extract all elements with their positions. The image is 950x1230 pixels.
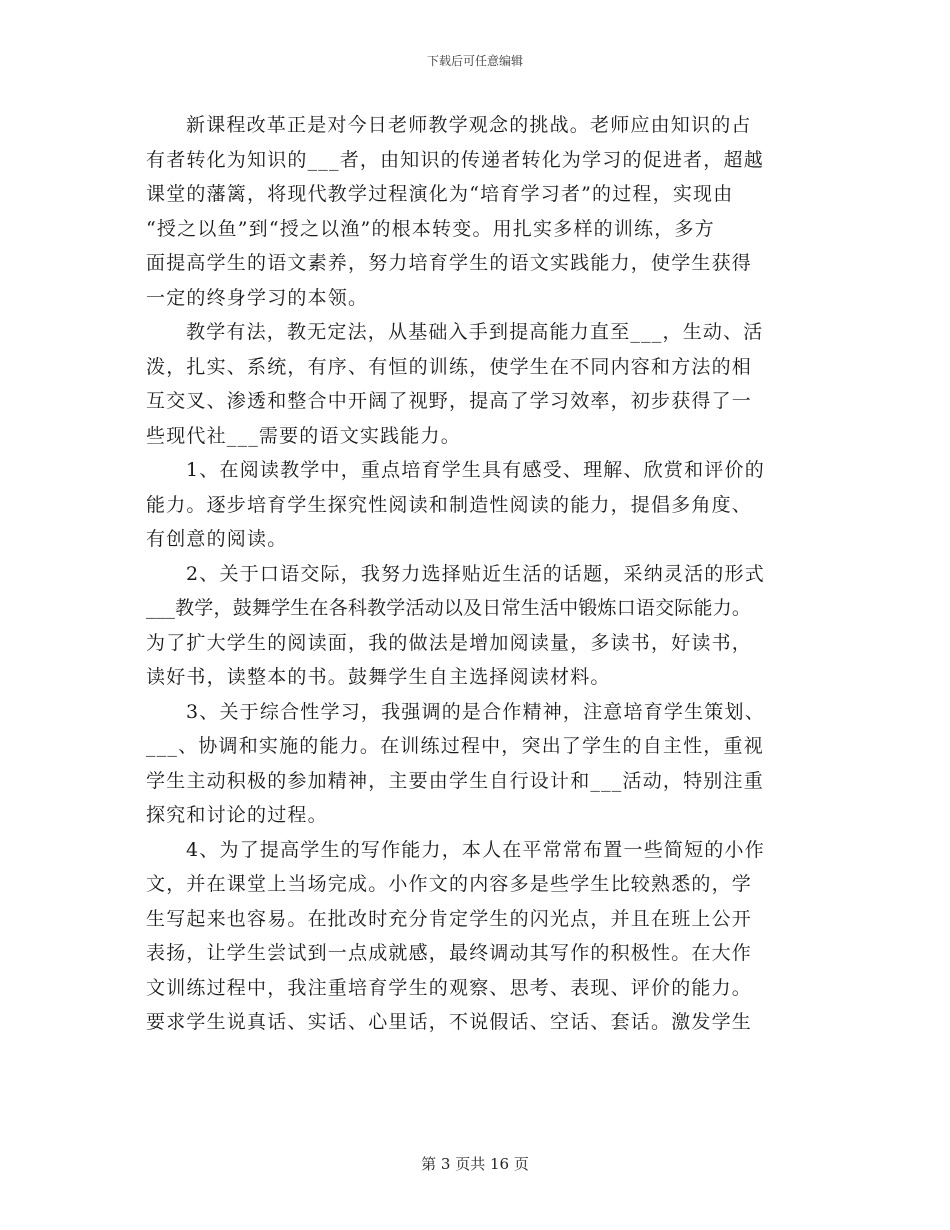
text-line: “授之以鱼”到“授之以渔”的根本转变。用扎实多样的训练，多方	[146, 217, 715, 240]
text-line: ___教学，鼓舞学生在各科教学活动以及日常生活中锻炼口语交际能力。	[146, 597, 752, 619]
text-line: 2、关于口语交际，我努力选择贴近生活的话题，采纳灵活的形式	[186, 562, 765, 585]
text-line: 互交叉、渗透和整合中开阔了视野，提高了学习效率，初步获得了一	[146, 390, 753, 412]
text-line: 新课程改革正是对今日老师教学观念的挑战。老师应由知识的占	[186, 114, 752, 136]
text-line: 学生主动积极的参加精神，主要由学生自行设计和___活动，特别注重	[146, 769, 764, 792]
text-line: 能力。逐步培育学生探究性阅读和制造性阅读的能力，提倡多角度、	[146, 493, 753, 516]
text-line: 教学有法，教无定法，从基础入手到提高能力直至___，生动、活	[186, 321, 764, 343]
text-line: ___、协调和实施的能力。在训练过程中，突出了学生的自主性，重视	[146, 735, 764, 757]
page-header: 下载后可任意编辑	[426, 54, 523, 68]
text-line: 有创意的阅读。	[146, 528, 288, 550]
text-line: 文训练过程中，我注重培育学生的观察、思考、表现、评价的能力。	[146, 976, 753, 999]
text-line: 课堂的藩篱，将现代教学过程演化为“培育学习者”的过程，实现由	[146, 183, 734, 205]
text-line: 探究和讨论的过程。	[146, 804, 328, 826]
text-line: 些现代社___需要的语文实践能力。	[146, 424, 461, 447]
text-line: 一定的终身学习的本领。	[146, 286, 369, 309]
text-line: 要求学生说真话、实话、心里话，不说假话、空话、套话。激发学生	[146, 1011, 753, 1033]
text-line: 1、在阅读教学中，重点培育学生具有感受、理解、欣赏和评价的	[186, 459, 765, 481]
text-line: 生写起来也容易。在批改时充分肯定学生的闪光点，并且在班上公开	[146, 907, 753, 930]
text-line: 面提高学生的语文素养，努力培育学生的语文实践能力，使学生获得	[146, 252, 753, 274]
page-number-footer: 第 3 页共 16 页	[421, 1155, 529, 1173]
text-line: 读好书，读整本的书。鼓舞学生自主选择阅读材料。	[146, 666, 611, 688]
text-line: 泼，扎实、系统，有序、有恒的训练，使学生在不同内容和方法的相	[146, 355, 753, 378]
document-body	[146, 108, 826, 1040]
text-line: 4、为了提高学生的写作能力，本人在平常常布置一些简短的小作	[186, 838, 765, 861]
text-line: 3、关于综合性学习，我强调的是合作精神，注意培育学生策划、	[186, 700, 765, 723]
text-line: 表扬，让学生尝试到一点成就感，最终调动其写作的积极性。在大作	[146, 942, 753, 964]
text-line: 有者转化为知识的___者，由知识的传递者转化为学习的促进者，超越	[146, 148, 764, 171]
text-line: 为了扩大学生的阅读面，我的做法是增加阅读量，多读书，好读书，	[146, 631, 753, 654]
text-line: 文，并在课堂上当场完成。小作文的内容多是些学生比较熟悉的，学	[146, 873, 753, 895]
